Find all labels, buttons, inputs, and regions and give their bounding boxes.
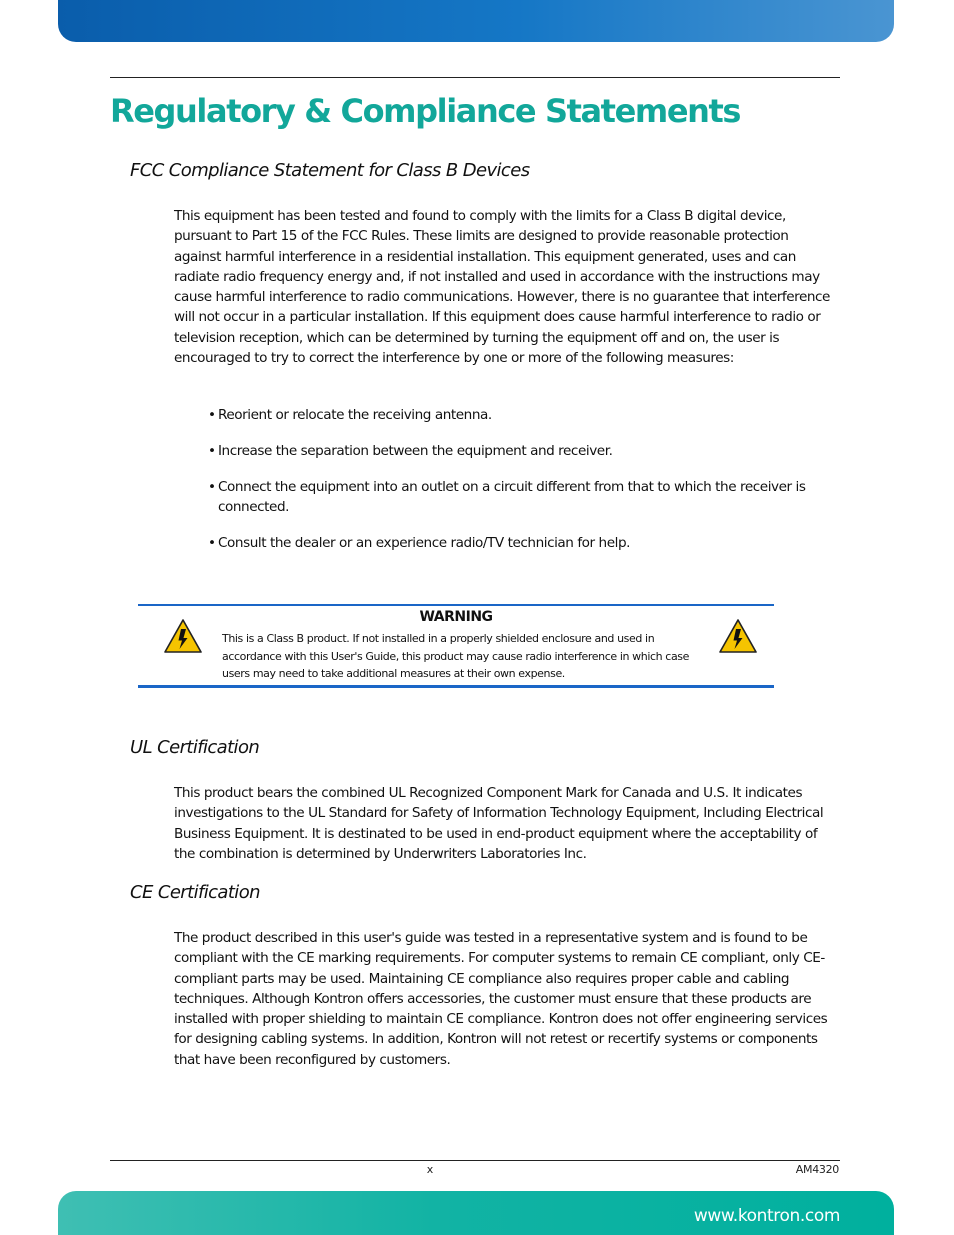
bullet-symbol: • xyxy=(208,534,216,551)
header-banner xyxy=(58,0,894,42)
ul-heading: UL Certification xyxy=(130,737,260,758)
bullet-symbol: • xyxy=(208,442,216,459)
measure-text: Consult the dealer or an experience radio/TV technician for help. xyxy=(218,534,631,551)
warning-text: This is a Class B product. If not installed in a properly shielded enclosure and used in accordance with this User's Guide, this product may cause radio interference in which case users may need to take additional measures at their own expense. xyxy=(222,632,689,680)
bullet-symbol: • xyxy=(208,407,216,423)
header-rule xyxy=(110,77,840,78)
fcc-heading: FCC Compliance Statement for Class B Devices xyxy=(130,160,530,181)
fcc-paragraph: This equipment has been tested and found to comply with the limits for a Class B digital device, pursuant to Part 15 of the FCC Rules. These limits are designed to provide reasonable protection against harmful interference in a residential installation. This equipment generated, uses and can radiate radio frequency energy and, if not installed and used in accordance with the instructions may cause harmful interference to radio communications. However, there is no guarantee that interference will not occur in a particular installation. If this equipment does cause harmful interference to radio or television reception, which can be determined by turning the equipment off and on, the user is encouraged to try to correct the interference by one or more of the following measures: xyxy=(174,208,830,367)
list-item xyxy=(198,533,840,553)
bullet-symbol: • xyxy=(208,478,216,495)
footer-rule xyxy=(110,1160,840,1161)
measure-text: Connect the equipment into an outlet on a circuit different from that to which the receiver is connected. xyxy=(218,478,806,515)
ce-paragraph: The product described in this user's guide was tested in a representative system and is found to be compliant with the CE marking requirements. For computer systems to remain CE compliant, only CE-compliant parts may be used. Maintaining CE compliance also requires proper cable and cabling techniques. Although Kontron offers accessories, the customer must ensure that these products are installed with proper shielding to maintain CE compliance. Kontron does not offer engineering services for designing cabling systems. In addition, Kontron will not retest or recertify systems or components that have been reconfigured by customers. xyxy=(174,930,828,1068)
model-number: AM4320 xyxy=(795,1163,839,1176)
ce-heading: CE Certification xyxy=(130,882,260,903)
page-number: x xyxy=(426,1163,434,1176)
list-item xyxy=(198,441,840,461)
footer-banner xyxy=(58,1191,894,1235)
warning-box xyxy=(138,604,774,688)
warning-title: WARNING xyxy=(419,609,493,625)
ul-paragraph: This product bears the combined UL Recognized Component Mark for Canada and U.S. It indicates investigations to the UL Standard for Safety of Information Technology Equipment, Including Electrical Business Equipment. It is destinated to be used in end-product equipment where the acceptability of the combination is determined by Underwriters Laboratories Inc. xyxy=(174,785,824,862)
website-link[interactable]: www.kontron.com xyxy=(693,1206,840,1226)
measure-text: Reorient or relocate the receiving antenna. xyxy=(218,407,492,423)
list-item xyxy=(198,405,840,425)
high-voltage-warning-icon xyxy=(718,618,758,654)
measure-text: Increase the separation between the equipment and receiver. xyxy=(218,442,613,459)
fcc-measures-list xyxy=(198,405,840,568)
page-title: Regulatory & Compliance Statements xyxy=(110,92,741,130)
list-item xyxy=(198,477,840,518)
